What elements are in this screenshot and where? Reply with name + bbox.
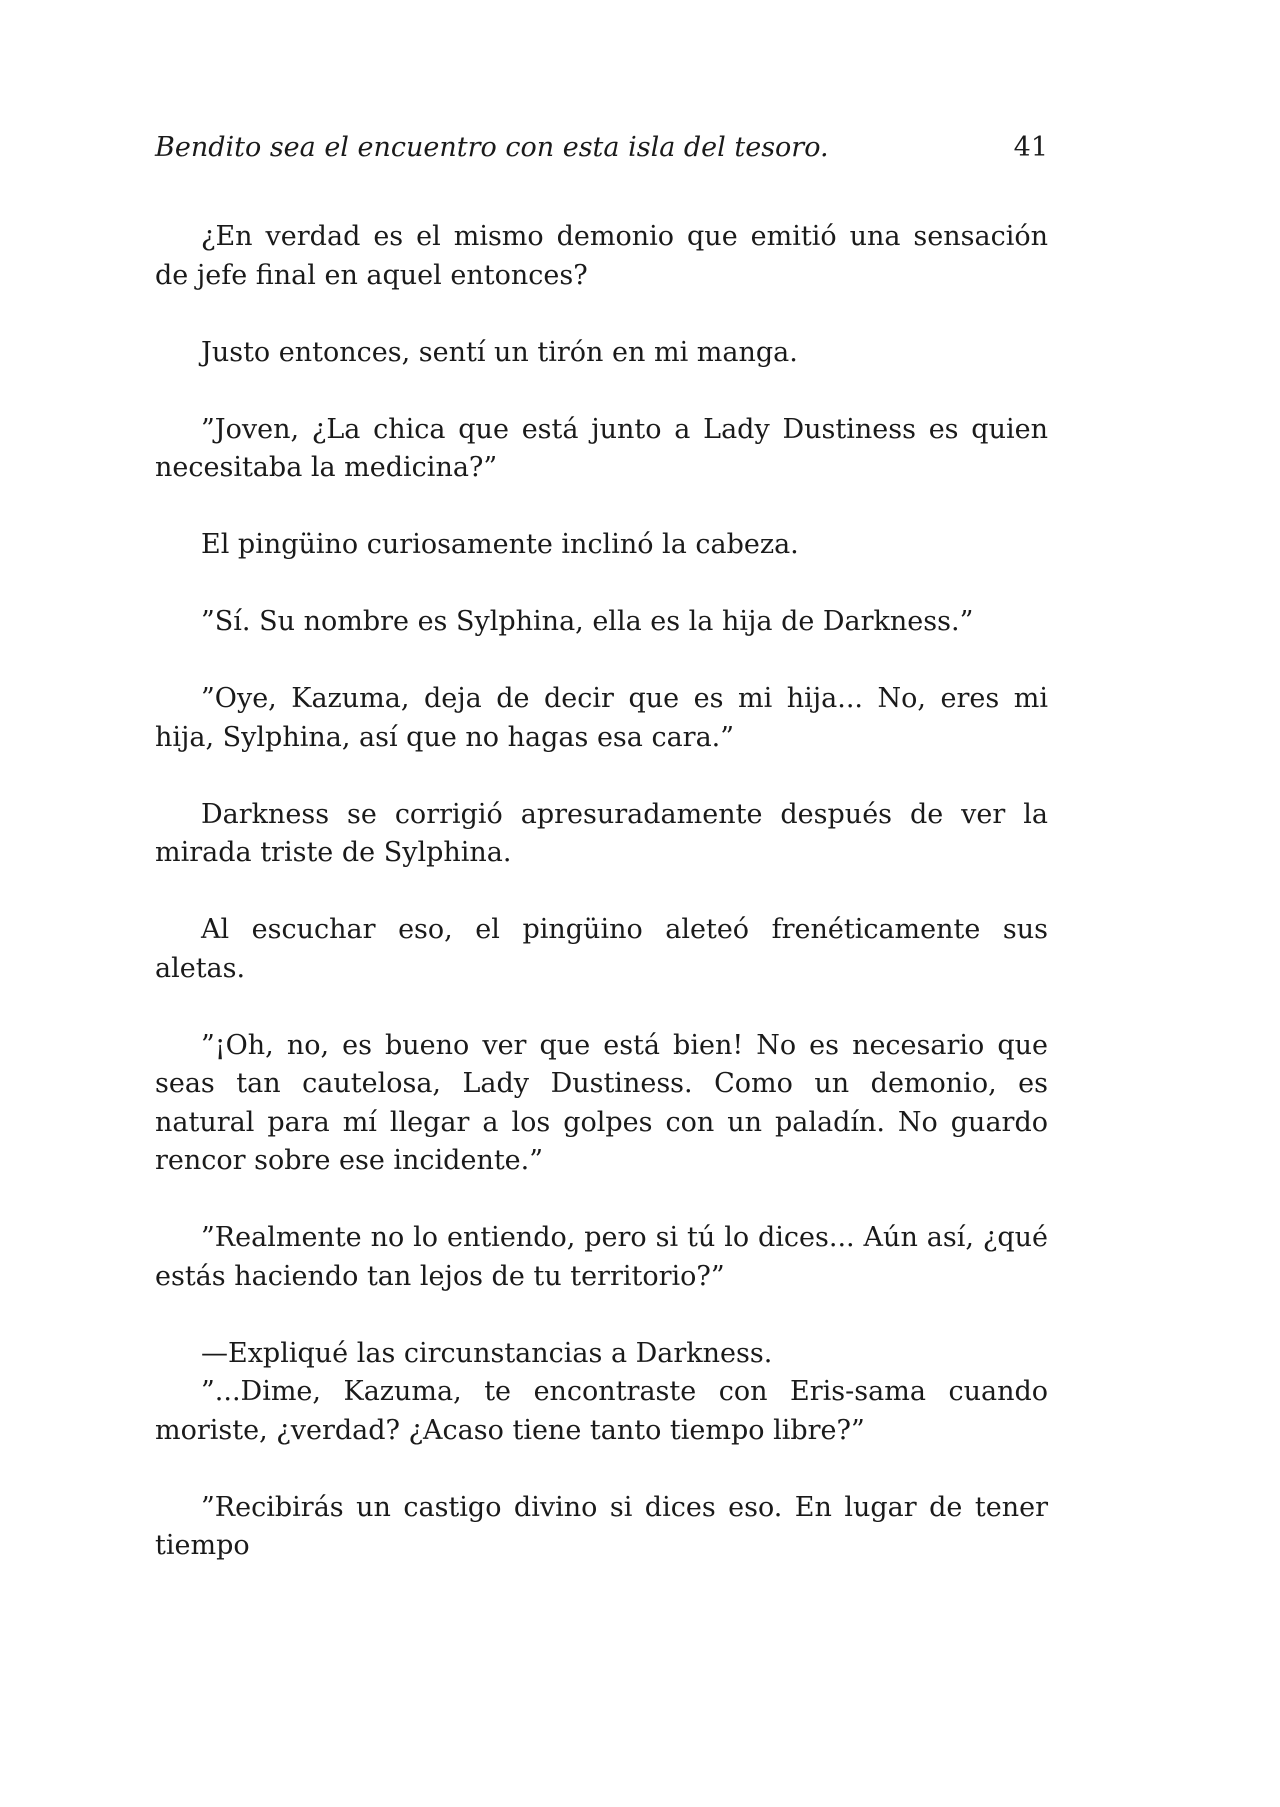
page-number: 41: [1013, 132, 1048, 163]
paragraph-2: Justo entonces, sentí un tirón en mi manga.: [201, 336, 798, 368]
paragraph-10: ”Realmente no lo entiendo, pero si tú lo dices... Aún así, ¿qué estás haciendo tan lejos de tu territorio?”: [155, 1222, 1048, 1292]
paragraph-11: —Expliqué las circunstancias a Darkness.: [201, 1337, 773, 1369]
running-header: [155, 128, 1048, 168]
paragraph-3: ”Joven, ¿La chica que está junto a Lady Dustiness es quien necesitaba la medicina?”: [155, 413, 1048, 483]
paragraph-9: ”¡Oh, no, es bueno ver que está bien! No es necesario que seas tan cautelosa, Lady Dustiness. Como un demonio, es natural para mí llegar a los golpes con un paladín. No guardo rencor sobre ese incidente.”: [155, 1029, 1048, 1176]
paragraph-7: Darkness se corrigió apresuradamente después de ver la mirada triste de Sylphina.: [155, 798, 1048, 868]
paragraph-4: El pingüino curiosamente inclinó la cabeza.: [201, 529, 799, 560]
paragraph-6: ”Oye, Kazuma, deja de decir que es mi hija... No, eres mi hija, Sylphina, así que no hagas esa cara.”: [155, 683, 1048, 753]
body-text: [155, 218, 1048, 1604]
book-page: [155, 0, 1048, 1807]
paragraph-1: ¿En verdad es el mismo demonio que emitió una sensación de jefe final en aquel entonces?: [155, 221, 1048, 291]
paragraph-12: ”...Dime, Kazuma, te encontraste con Eris-sama cuando moriste, ¿verdad? ¿Acaso tiene tanto tiempo libre?”: [155, 1376, 1048, 1446]
paragraph-8: Al escuchar eso, el pingüino aleteó frenéticamente sus aletas.: [155, 914, 1048, 984]
running-title: Bendito sea el encuentro con esta isla del tesoro.: [155, 132, 829, 163]
paragraph-5: ”Sí. Su nombre es Sylphina, ella es la hija de Darkness.”: [201, 606, 974, 637]
paragraph-13: ”Recibirás un castigo divino si dices eso. En lugar de tener tiempo: [155, 1491, 1048, 1561]
